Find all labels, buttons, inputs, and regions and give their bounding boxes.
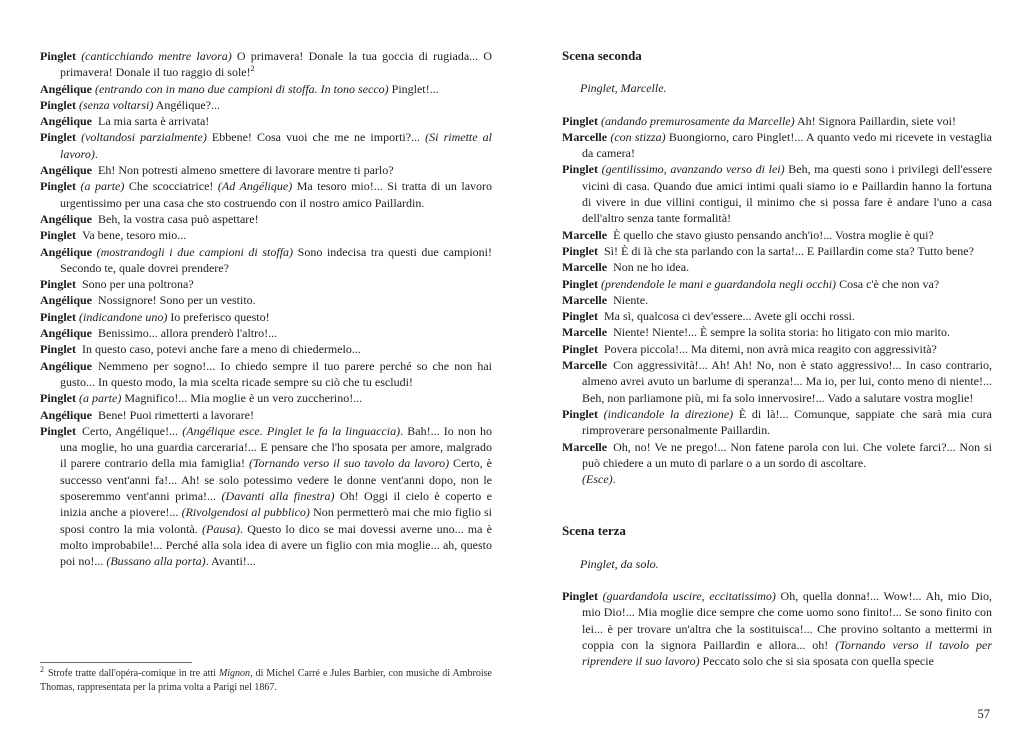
- dialogue-text: Sì! È di là che sta parlando con la sarta!... E Paillardin come sta? Tutto bene?: [598, 243, 974, 258]
- speaker-name: Angélique: [40, 81, 93, 96]
- speaker-name: Pinglet: [40, 423, 76, 438]
- stage-direction: (Pausa): [202, 521, 240, 536]
- dialogue-text: Benissimo... allora prenderò l'altro!...: [92, 326, 278, 341]
- speech-paragraph: [40, 162, 492, 178]
- stage-direction: (Angélique esce. Pinglet le fa la linguaccia): [182, 423, 401, 438]
- speaker-name: Marcelle: [562, 260, 608, 275]
- speech-paragraph: [40, 97, 492, 113]
- speech-paragraph: [562, 259, 992, 275]
- speaker-name: Pinglet: [562, 162, 598, 177]
- dialogue-text: .: [94, 146, 98, 161]
- stage-direction: (entrando con in mano due campioni di stoffa. In tono secco): [95, 81, 389, 96]
- dialogue-text: Bene! Puoi rimetterti a lavorare!: [92, 407, 254, 422]
- dialogue-text: Non ne ho idea.: [607, 260, 690, 275]
- dialogue-text: Ma sì, qualcosa ci dev'essere... Avete gli occhi rossi.: [598, 309, 855, 324]
- stage-direction: (mostrandogli i due campioni di stoffa): [96, 244, 294, 259]
- speaker-name: Angélique: [40, 211, 93, 226]
- footnote: [40, 662, 492, 694]
- dialogue-text: Strofe tratte dall'opéra-comique in tre atti: [48, 668, 219, 679]
- dialogue-text: Sono per una poltrona?: [76, 277, 194, 292]
- speech-paragraph: [40, 407, 492, 423]
- stage-direction: (Tornando verso il suo tavolo da lavoro): [248, 456, 450, 471]
- dialogue-text: Non permetterò mai che mio figlio si sposi contro la mia volontà.: [60, 505, 492, 536]
- stage-direction: (canticchiando mentre lavora): [81, 49, 232, 63]
- dialogue-text: Io preferisco questo!: [167, 309, 270, 324]
- stage-direction: (Bussano alla porta): [106, 554, 206, 569]
- scene-characters-note: Pinglet, Marcelle.: [580, 81, 667, 96]
- footnote-separator: [40, 662, 192, 663]
- footnote-body: [40, 668, 492, 693]
- dialogue-text: Con aggressività!... Ah! Ah! No, non è stato aggressivo!... In caso contrario, almeno avrei avuto un barlume di speranza!... Ma io, per lui, conto meno di niente!... Beh, non parliamone più, mi fa solo innervosire!... Vado a salutare vostra moglie!: [582, 358, 992, 405]
- stage-direction: (senza voltarsi): [79, 97, 154, 112]
- speaker-name: Pinglet: [40, 277, 76, 292]
- speech-paragraph: [562, 243, 992, 259]
- speaker-name: Pinglet: [562, 309, 598, 324]
- speech-paragraph: [40, 341, 492, 357]
- speech-paragraph: [40, 81, 492, 97]
- speaker-name: Angélique: [40, 358, 93, 373]
- dialogue-text: Niente! Niente!... È sempre la solita storia: ho litigato con mio marito.: [607, 325, 951, 340]
- speech-paragraph: [562, 129, 992, 162]
- dialogue-text: Magnifico!... Mia moglie è un vero zuccherino!...: [121, 391, 363, 406]
- speech-paragraph: [40, 48, 492, 81]
- dialogue-text: È di là!... Comunque, sappiate che sarà mia cura rimproverare personalmente Paillardin.: [582, 406, 992, 438]
- speech-paragraph: [40, 244, 492, 277]
- speech-paragraph: [40, 211, 492, 227]
- dialogue-text: Niente.: [607, 292, 649, 307]
- dialogue-text: Oh, quella donna!... Wow!... Ah, mio Dio, mio Dio!... Mia moglie dice sempre che come uomo sono finito!... Se sono finito con lei... è per trovare un'altra che la sostituisca!... Che provino soltanto a mettermi in coppia con la signora Paillardin e allora... oh!: [582, 589, 993, 652]
- stage-direction: Mignon: [218, 668, 251, 679]
- speaker-name: Marcelle: [562, 358, 608, 373]
- dialogue-text: Ah! Signora Paillardin, siete voi!: [794, 113, 956, 128]
- speaker-name: Angélique: [40, 114, 93, 129]
- stage-direction: (con stizza): [610, 129, 666, 144]
- stage-direction: (Tornando verso il tavolo per riprendere il suo lavoro): [582, 637, 992, 669]
- dialogue-text: Pinglet!...: [388, 81, 439, 96]
- speaker-name: Angélique: [40, 326, 93, 341]
- speaker-name: Marcelle: [562, 439, 608, 454]
- dialogue-text: Angélique?...: [153, 97, 220, 112]
- speech-paragraph: [40, 358, 492, 391]
- stage-direction: (Rivolgendosi al pubblico): [181, 505, 310, 520]
- speech-paragraph: [40, 178, 492, 211]
- speech-paragraph: [562, 357, 992, 406]
- stage-direction: (guardandola uscire, eccitatissimo): [602, 589, 776, 604]
- dialogue-text: Che scocciatrice!: [124, 179, 218, 194]
- stage-direction: (Davanti alla finestra): [221, 489, 335, 504]
- stage-direction: (Ad Angélique): [217, 179, 293, 194]
- right-column-text: [562, 48, 992, 670]
- scene-heading: Scena terza: [562, 523, 626, 539]
- dialogue-text: Ebbene! Cosa vuoi che me ne importi?...: [206, 130, 426, 145]
- dialogue-text: O primavera! Donale la tua goccia di rugiada... O primavera! Donale il tuo raggio di sole!: [60, 49, 492, 80]
- dialogue-text: . Avanti!...: [205, 554, 256, 569]
- dialogue-text: Certo, è successo vent'anni fa!... Ah! se solo potessimo vedere le donne vent'anni dopo, non le sposeremmo vent'anni prima!...: [60, 456, 492, 504]
- left-column-text: [40, 48, 492, 570]
- dialogue-text: Eh! Non potresti almeno smettere di lavorare mentre ti parlo?: [92, 163, 394, 178]
- stage-direction: (indicandole la direzione): [603, 406, 734, 421]
- speaker-name: Pinglet: [40, 97, 76, 112]
- speaker-name: Marcelle: [562, 292, 608, 307]
- dialogue-text: Peccato solo che si sia sposata con quella specie: [699, 654, 934, 669]
- dialogue-text: Va bene, tesoro mio...: [76, 228, 187, 243]
- stage-direction: (Esce): [582, 472, 613, 487]
- speaker-name: Pinglet: [40, 179, 76, 194]
- dialogue-text: La mia sarta è arrivata!: [92, 114, 210, 129]
- stage-direction: (a parte): [79, 391, 122, 406]
- dialogue-text: , di Michel Carré e Jules Barbier, con musiche di Ambroise Thomas, rappresentata per la prima volta a Parigi nel 1867.: [40, 668, 492, 693]
- scene-heading: Scena seconda: [562, 48, 642, 63]
- dialogue-text: . Bah!... Io non ho una moglie, ho una guardia carceraria!... E pensare che l'ho sposata per amore, malgrado il parere contrario della mia famiglia!: [60, 423, 492, 471]
- speaker-name: Pinglet: [40, 228, 76, 243]
- speaker-name: Marcelle: [562, 227, 608, 242]
- speaker-name: Pinglet: [40, 49, 76, 63]
- dialogue-text: Certo, Angélique!...: [76, 423, 183, 438]
- stage-direction: (gentilissimo, avanzando verso di lei): [601, 162, 785, 177]
- dialogue-text: Ma tesoro mio!... Si tratta di un lavoro urgentissimo per una casa che sto costruendo con il nostro amico Paillardin.: [60, 179, 493, 210]
- speaker-name: Marcelle: [562, 129, 608, 144]
- speaker-name: Pinglet: [40, 309, 76, 324]
- speaker-name: Pinglet: [40, 130, 76, 145]
- speech-paragraph: [40, 113, 492, 129]
- dialogue-text: Oh, no! Ve ne prego!... Non fatene parola con lui. Che volete farci?... Non si può chiedere a un muto di parlare o a un sordo di ascoltare.: [582, 439, 992, 470]
- speech-paragraph: [562, 292, 992, 308]
- dialogue-text: Buongiorno, caro Pinglet!... A quanto vedo mi ricevete in vestaglia da camera!: [582, 129, 992, 161]
- speaker-name: Pinglet: [40, 391, 76, 406]
- footnote-marker: 2: [40, 664, 44, 674]
- speaker-name: Angélique: [40, 163, 93, 178]
- dialogue-text: Povera piccola!... Ma ditemi, non avrà mica reagito con aggressività?: [598, 341, 937, 356]
- speech-paragraph: [562, 227, 992, 243]
- speaker-name: Pinglet: [562, 589, 598, 604]
- speech-paragraph: [562, 308, 992, 324]
- footnote-text: [40, 664, 492, 694]
- speech-paragraph: [40, 309, 492, 325]
- stage-direction: (prendendole le mani e guardandola negli occhi): [601, 276, 837, 291]
- speaker-name: Pinglet: [562, 341, 598, 356]
- speaker-name: Angélique: [40, 244, 93, 259]
- dialogue-text: Oh! Oggi il cielo è coperto e inizia anche a piovere!...: [60, 489, 492, 520]
- speech-paragraph: [40, 276, 492, 292]
- stage-direction: (a parte): [80, 179, 125, 194]
- speech-paragraph: [562, 341, 992, 357]
- dialogue-text: Nemmeno per sogno!... Io chiedo sempre il tuo parere perché so che non hai gusto... In questo modo, la mia scelta ricade sempre su ciò che tu escludi!: [60, 358, 492, 389]
- speaker-name: Pinglet: [562, 276, 598, 291]
- speech-paragraph: [562, 324, 992, 340]
- speaker-name: Pinglet: [562, 406, 598, 421]
- stage-direction: (andando premurosamente da Marcelle): [601, 113, 795, 128]
- dialogue-text: .: [612, 472, 616, 487]
- dialogue-text: È quello che stavo giusto pensando anch'io!... Vostra moglie è qui?: [607, 227, 934, 242]
- speaker-name: Pinglet: [40, 342, 76, 357]
- dialogue-text: Beh, ma questi sono i privilegi dell'essere vicini di casa. Quando due amici intimi quali siamo io e Paillardin hanno la fortuna di vivere in due villini contigui, il minimo che si possa fare è andare l'uno a casa dell'altro senza tante formalità!: [582, 162, 993, 226]
- speech-paragraph: [562, 406, 992, 439]
- speech-paragraph: [40, 227, 492, 243]
- speech-paragraph: [562, 161, 992, 226]
- stage-direction: (indicandone uno): [79, 309, 168, 324]
- speech-paragraph: [562, 276, 992, 292]
- stage-direction: (Si rimette al lavoro): [60, 130, 493, 161]
- dialogue-text: Nossignore! Sono per un vestito.: [92, 293, 256, 308]
- dialogue-text: Sono indecisa tra questi due campioni! Secondo te, quale dovrei prendere?: [60, 244, 493, 275]
- dialogue-text: . Questo lo dico se mai dovessi averne uno... ma è molto improbabile!... Perché alla sola idea di avere un figlio con mia moglie... ah, questo poi no!...: [60, 521, 492, 569]
- speech-paragraph: [40, 325, 492, 341]
- footnote-ref: 2: [250, 64, 255, 74]
- speech-paragraph: [40, 423, 492, 570]
- speaker-name: Pinglet: [562, 243, 598, 258]
- dialogue-text: Beh, la vostra casa può aspettare!: [92, 211, 259, 226]
- speaker-name: Marcelle: [562, 325, 608, 340]
- speech-paragraph: [40, 129, 492, 162]
- scene-characters-note: Pinglet, da solo.: [580, 556, 659, 571]
- speech-paragraph: [562, 588, 992, 669]
- page-number: 57: [977, 706, 990, 721]
- speech-paragraph: [40, 292, 492, 308]
- dialogue-text: Cosa c'è che non va?: [836, 276, 940, 291]
- speaker-name: Angélique: [40, 293, 93, 308]
- dialogue-text: In questo caso, potevi anche fare a meno di chiedermelo...: [76, 342, 361, 357]
- speech-paragraph: [562, 113, 992, 129]
- stage-direction: (voltandosi parzialmente): [81, 130, 207, 145]
- speaker-name: Angélique: [40, 407, 93, 422]
- speaker-name: Pinglet: [562, 113, 598, 128]
- speech-paragraph: [562, 439, 992, 488]
- speech-paragraph: [40, 390, 492, 406]
